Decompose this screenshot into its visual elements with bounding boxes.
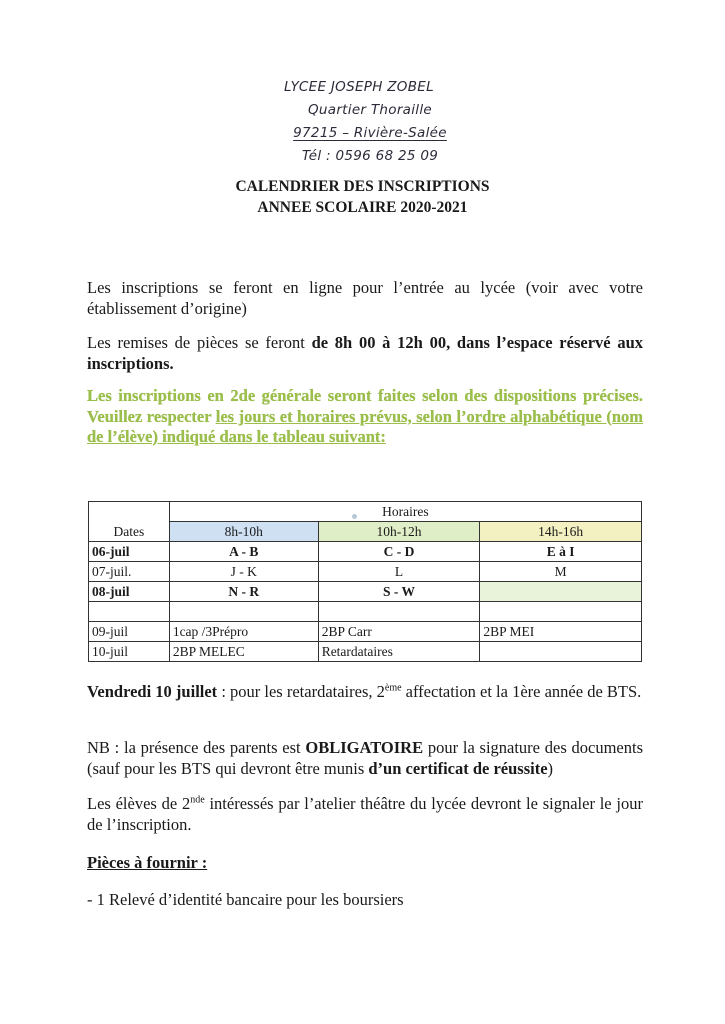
date-cell: 08-juil <box>89 582 170 602</box>
table-row <box>89 582 642 602</box>
parents-note-text-mid: pour la signature des documents (sauf pour les BTS qui devront être munis <box>87 738 643 778</box>
slot-header: 14h-16h <box>480 522 642 542</box>
table-cell: Retardataires <box>318 642 480 662</box>
school-name: LYCEE JOSEPH ZOBEL <box>284 79 434 95</box>
table-row <box>89 642 642 662</box>
document-title-line1: CALENDRIER DES INSCRIPTIONS <box>235 178 490 195</box>
date-cell: 07-juil. <box>89 562 170 582</box>
table-cell: C - D <box>318 542 480 562</box>
school-stamp <box>250 76 490 168</box>
table-cell: 2BP Carr <box>318 622 480 642</box>
table-cell <box>318 602 480 622</box>
superscript-eme: ème <box>384 682 402 694</box>
seconde-instructions-paragraph <box>87 386 643 448</box>
table-cell <box>169 602 318 622</box>
table-cell: 2BP MEI <box>480 622 642 642</box>
date-cell: 06-juil <box>89 542 170 562</box>
table-cell: J - K <box>169 562 318 582</box>
table-cell: E à I <box>480 542 642 562</box>
parents-note-text: NB : la présence des parents est <box>87 738 306 757</box>
table-row <box>89 542 642 562</box>
date-cell: 10-juil <box>89 642 170 662</box>
registration-schedule-table <box>88 501 642 662</box>
seconde-instructions-underlined: les jours et horaires prévus, selon l’ordre alphabétique (nom de l’élève) indiqué dans le tableau suivant: <box>87 406 643 446</box>
superscript-nde: nde <box>190 794 205 806</box>
theatre-text-end: intéressés par l’atelier théâtre du lycée devront le signaler le jour de l’inscription. <box>87 794 643 834</box>
slot-header: 8h-10h <box>169 522 318 542</box>
table-cell: N - R <box>169 582 318 602</box>
dates-header: Dates <box>89 502 170 542</box>
piece-list-item: - 1 Relevé d’identité bancaire pour les boursiers <box>87 890 404 909</box>
parents-note-paragraph <box>87 738 643 779</box>
theatre-workshop-paragraph <box>87 794 643 835</box>
obligatoire-text: OBLIGATOIRE <box>305 738 424 757</box>
school-phone: Tél : 0596 68 25 09 <box>301 148 439 164</box>
date-cell <box>89 602 170 622</box>
documents-submission-paragraph <box>87 333 643 374</box>
submission-text: Les remises de pièces se feront <box>87 333 312 352</box>
table-cell <box>480 582 642 602</box>
table-cell <box>480 642 642 662</box>
table-cell: M <box>480 562 642 582</box>
table-cell: A - B <box>169 542 318 562</box>
submission-hours: de 8h 00 à 12h 00, dans l’espace réservé aux inscriptions. <box>87 333 643 373</box>
late-registration-paragraph <box>87 682 643 703</box>
table-row <box>89 562 642 582</box>
table-cell: L <box>318 562 480 582</box>
certificate-text: d’un certificat de réussite <box>368 758 548 778</box>
table-header-row-slots <box>89 522 642 542</box>
table-row <box>89 622 642 642</box>
table-row <box>89 602 642 622</box>
table-cell: 2BP MELEC <box>169 642 318 662</box>
online-registration-paragraph: Les inscriptions se feront en ligne pour l’entrée au lycée (voir avec votre établissement d’origine) <box>87 278 643 318</box>
horaires-header: Horaires <box>169 502 641 522</box>
school-city: 97215 – Rivière-Salée <box>293 125 447 141</box>
late-registration-date: Vendredi 10 juillet <box>87 682 218 701</box>
date-cell: 09-juil <box>89 622 170 642</box>
seconde-instructions-text: Les inscriptions en 2de générale seront faites selon des dispositions précises. Veuillez respecter <box>87 386 643 426</box>
table-header-row-horaires <box>89 502 642 522</box>
document-title-line2: ANNEE SCOLAIRE 2020-2021 <box>257 199 468 216</box>
late-registration-text-end: affectation et la 1ère année de BTS. <box>401 682 642 701</box>
table-cell: 1cap /3Prépro <box>169 622 318 642</box>
table-cell: S - W <box>318 582 480 602</box>
parents-note-text-end: ) <box>547 758 554 778</box>
slot-header: 10h-12h <box>318 522 480 542</box>
table-cell <box>480 602 642 622</box>
pieces-heading: Pièces à fournir : <box>87 853 208 872</box>
late-registration-text: : pour les retardataires, 2 <box>217 682 385 701</box>
theatre-text: Les élèves de 2 <box>87 794 191 813</box>
school-address: Quartier Thoraille <box>307 102 433 118</box>
